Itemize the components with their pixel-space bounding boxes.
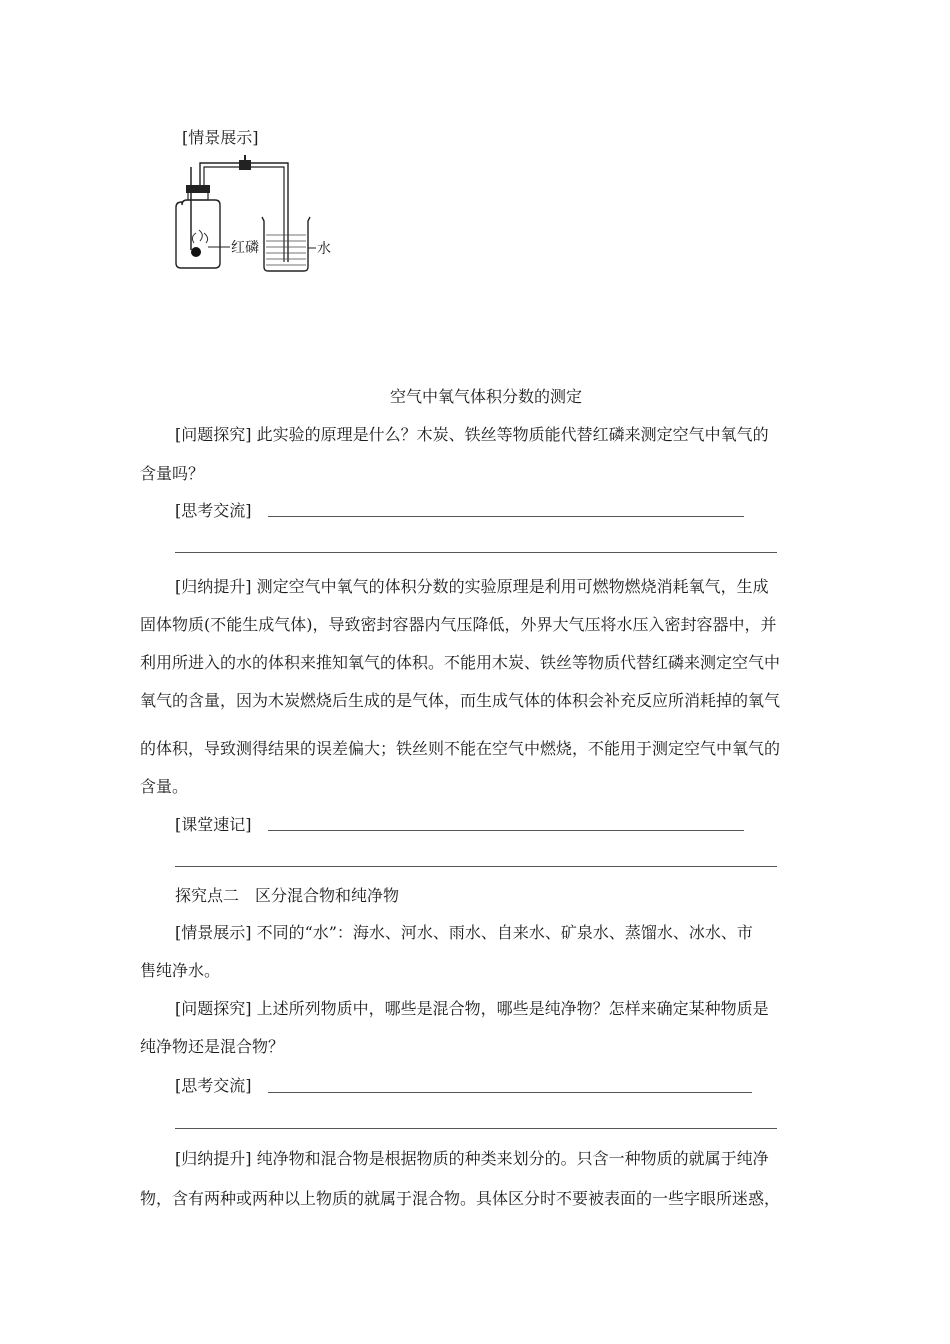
notes-blank[interactable] (175, 866, 777, 867)
section-title: 空气中氧气体积分数的测定 (390, 387, 583, 406)
answer-blank[interactable] (175, 552, 777, 553)
question-paragraph-line: [问题探究] 此实验的原理是什么？木炭、铁丝等物质能代替红磷来测定空气中氧气的 (175, 425, 769, 444)
beaker (262, 217, 310, 271)
label-water: 水 (317, 241, 331, 257)
smoke-icon (192, 230, 207, 243)
water-lines (266, 235, 306, 265)
scene-label: [情景展示] (182, 128, 259, 147)
question-paragraph-line: 含量吗？ (140, 464, 205, 483)
scene-paragraph-line: [情景展示] 不同的“水”：海水、河水、雨水、自来水、矿泉水、蒸馏水、冰水、市 (175, 923, 753, 942)
apparatus-figure (170, 155, 350, 275)
section-heading: 探究点二 区分混合物和纯净物 (175, 886, 400, 905)
summary-line: 氧气的含量，因为木炭燃烧后生成的是气体，而生成气体的体积会补充反应所消耗掉的氧气 (140, 691, 781, 710)
summary-line: 物，含有两种或两种以上物质的就属于混合物。具体区分时不要被表面的一些字眼所迷惑， (140, 1189, 781, 1208)
gas-bottle (176, 200, 220, 268)
scene-paragraph-line: 售纯净水。 (140, 961, 221, 980)
phosphorus-flame (191, 247, 201, 257)
answer-blank[interactable] (268, 1092, 752, 1093)
question-paragraph-line: [问题探究] 上述所列物质中，哪些是混合物，哪些是纯净物？怎样来确定某种物质是 (175, 999, 769, 1018)
summary-line: [归纳提升] 纯净物和混合物是根据物质的种类来划分的。只含一种物质的就属于纯净 (175, 1149, 769, 1168)
summary-line: 含量。 (140, 777, 189, 796)
question-paragraph-line: 纯净物还是混合物？ (140, 1037, 285, 1056)
summary-line: 的体积，导致测得结果的误差偏大；铁丝则不能在空气中燃烧，不能用于测定空气中氧气的 (140, 739, 781, 758)
rubber-stopper (186, 185, 210, 193)
summary-line: 利用所进入的水的体积来推知氧气的体积。不能用木炭、铁丝等物质代替红磷来测定空气中 (140, 653, 781, 672)
notes-blank[interactable] (268, 830, 744, 831)
think-label: [思考交流] (175, 501, 252, 520)
summary-line: [归纳提升] 测定空气中氧气的体积分数的实验原理是利用可燃物燃烧消耗氧气，生成 (175, 577, 769, 596)
answer-blank[interactable] (268, 516, 744, 517)
clamp (239, 160, 251, 170)
label-phosphorus: 红磷 (231, 240, 259, 256)
answer-blank[interactable] (175, 1128, 777, 1129)
think-label: [思考交流] (175, 1076, 252, 1095)
notes-label: [课堂速记] (175, 815, 252, 834)
summary-line: 固体物质(不能生成气体)，导致密封容器内气压降低，外界大气压将水压入密封容器中，并 (140, 615, 777, 634)
